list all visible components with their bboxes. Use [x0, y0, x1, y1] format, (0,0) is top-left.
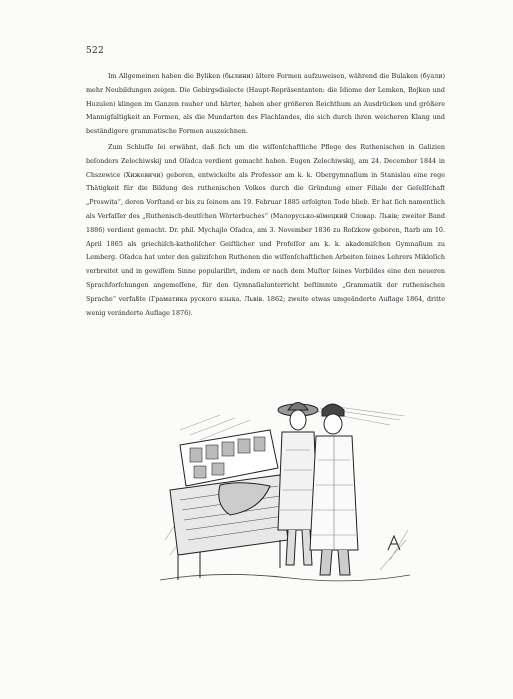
engraving-illustration [160, 390, 410, 585]
boy-with-cap [310, 404, 358, 575]
page-number: 522 [86, 46, 105, 56]
paragraph-2: Zum Schluſſe ſei erwähnt, daß ſich um die wiſſenſchaftliche Pflege des Ruthenischen in Galizien beſonders Zelechiwskij und Oſadca verdient gemacht haben. Eugen Zelechiwskij, am 24. December 1844 in Chszewice (Хижевичи) geboren, entwickelte als Professor am k. k. Obergymnaſium in Stanislau eine rege Thätigkeit für die Bildung des ruthenischen Volkes durch die Gründung einer Filiale der Geſellſchaft „Proswita“, deren Vorſtand er bis zu ſeinem am 19. Februar 1885 erfolgten Tode blieb. Er hat ſich namentlich als Verfaſſer des „Ruthenisch-deutſchen Wörterbuches“ (Малорусько-нїмецкий Словар. Львів; zweiter Band 1886) verdient gemacht. Dr. phil. Mychajlo Oſadca, am 3. November 1836 zu Roſzkow geboren, ſtarb am 10. April 1865 als griechiſch-katholiſcher Geiſtlicher und Profeſſor am k. k. akademiſchen Gymnaſium zu Lemberg. Oſadca hat unter den galiziſchen Ruthenen die wiſſenſchaftlichen Arbeiten ſeines Lehrers Mikloſich verbreitet und in gewiſſem Sinne populariſirt, indem er nach dem Muſter ſeines Vorbildes eine den neueren Sprachforſchungen angemeſſene, für den Gymnaſialunterricht beſtimmte „Grammatik der ruthenischen Sprache“ verfaßte (Граматика руского языка. Львів. 1862; zweite etwas umgeänderte Auflage 1864, dritte wenig veränderte Auflage 1876). [86, 142, 445, 317]
body-text [86, 70, 445, 320]
paragraph-1: Im Allgemeinen haben die Byliken (былини) ältere Formen aufzuweisen, während die Bulaken (буали) mehr Neubildungen zeigen. Die Gebirgsdialecte (Haupt-Repräsentanten: die Idiome der Lemken, Bojken und Huzulen) klingen im Ganzen rauher und härter, haben aber größeren Reichthum an Ausdrücken und größere Mannigfaltigkeit an Formen, als die Mundarten des Flachlandes, die sich durch ihren weicheren Klang und beständigere grammatische Formen auszeichnen. [86, 72, 445, 136]
artist-monogram [388, 536, 400, 550]
table [170, 475, 288, 580]
boys-at-display-stand-engraving [160, 390, 410, 585]
